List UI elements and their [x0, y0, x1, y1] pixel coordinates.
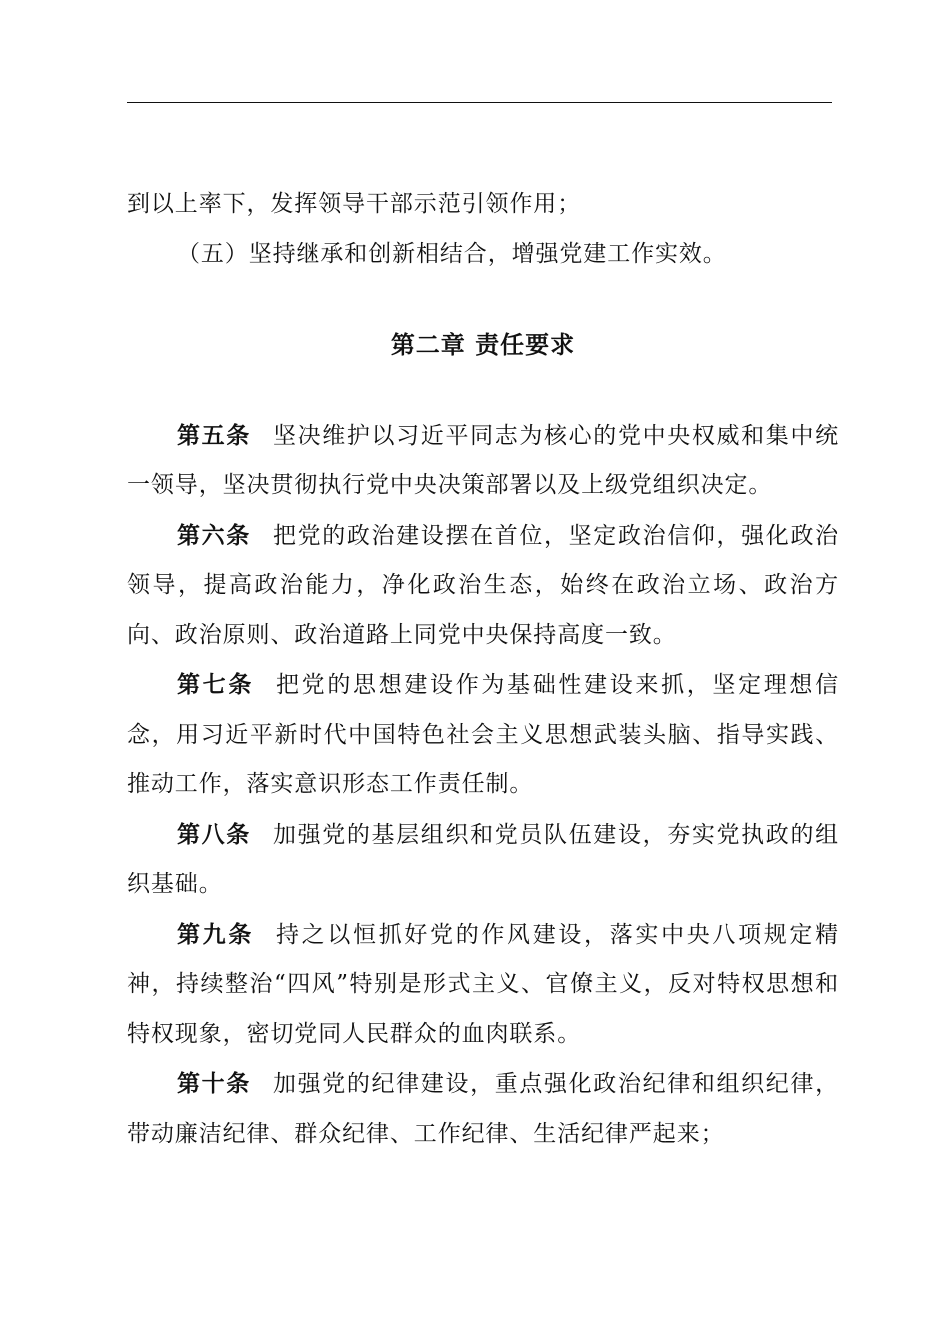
- header-rule: [127, 102, 832, 103]
- article-10: [127, 1059, 839, 1159]
- article-number: 第六条: [177, 521, 251, 549]
- article-text: 把党的政治建设摆在首位，坚定政治信仰，强化政治领导，提高政治能力，净化政治生态，始终在政治立场、政治方向、政治原则、政治道路上同党中央保持高度一致。: [127, 522, 839, 648]
- chapter-title: 第二章 责任要求: [390, 330, 576, 359]
- article-number: 第八条: [177, 820, 251, 848]
- document-body: [127, 180, 839, 1159]
- article-5: [127, 411, 839, 511]
- article-text: 加强党的纪律建设，重点强化政治纪律和组织纪律，带动廉洁纪律、群众纪律、工作纪律、生活纪律严起来；: [127, 1071, 839, 1147]
- article-8: [127, 810, 839, 910]
- article-text: 加强党的基层组织和党员队伍建设，夯实党执政的组织基础。: [127, 821, 839, 897]
- article-number: 第九条: [177, 920, 255, 948]
- article-number: 第十条: [177, 1070, 251, 1097]
- article-7: [127, 660, 839, 810]
- article-9: [127, 910, 839, 1060]
- article-text: 持之以恒抓好党的作风建设，落实中央八项规定精神，持续整治“四风”特别是形式主义、官僚主义，反对特权思想和特权现象，密切党同人民群众的血肉联系。: [127, 921, 839, 1047]
- article-text: 坚决维护以习近平同志为核心的党中央权威和集中统一领导，坚决贯彻执行党中央决策部署以及上级党组织决定。: [127, 422, 839, 498]
- intro-paragraph-principle-5: （五）坚持继承和创新相结合，增强党建工作实效。: [177, 240, 727, 267]
- article-number: 第七条: [177, 671, 255, 698]
- article-6: [127, 511, 839, 661]
- article-number: 第五条: [177, 421, 251, 449]
- intro-paragraph-continuation: 到以上率下，发挥领导干部示范引领作用；: [127, 191, 582, 217]
- article-text: 把党的思想建设作为基础性建设来抓，坚定理想信念，用习近平新时代中国特色社会主义思想武装头脑、指导实践、推动工作，落实意识形态工作责任制。: [127, 672, 839, 797]
